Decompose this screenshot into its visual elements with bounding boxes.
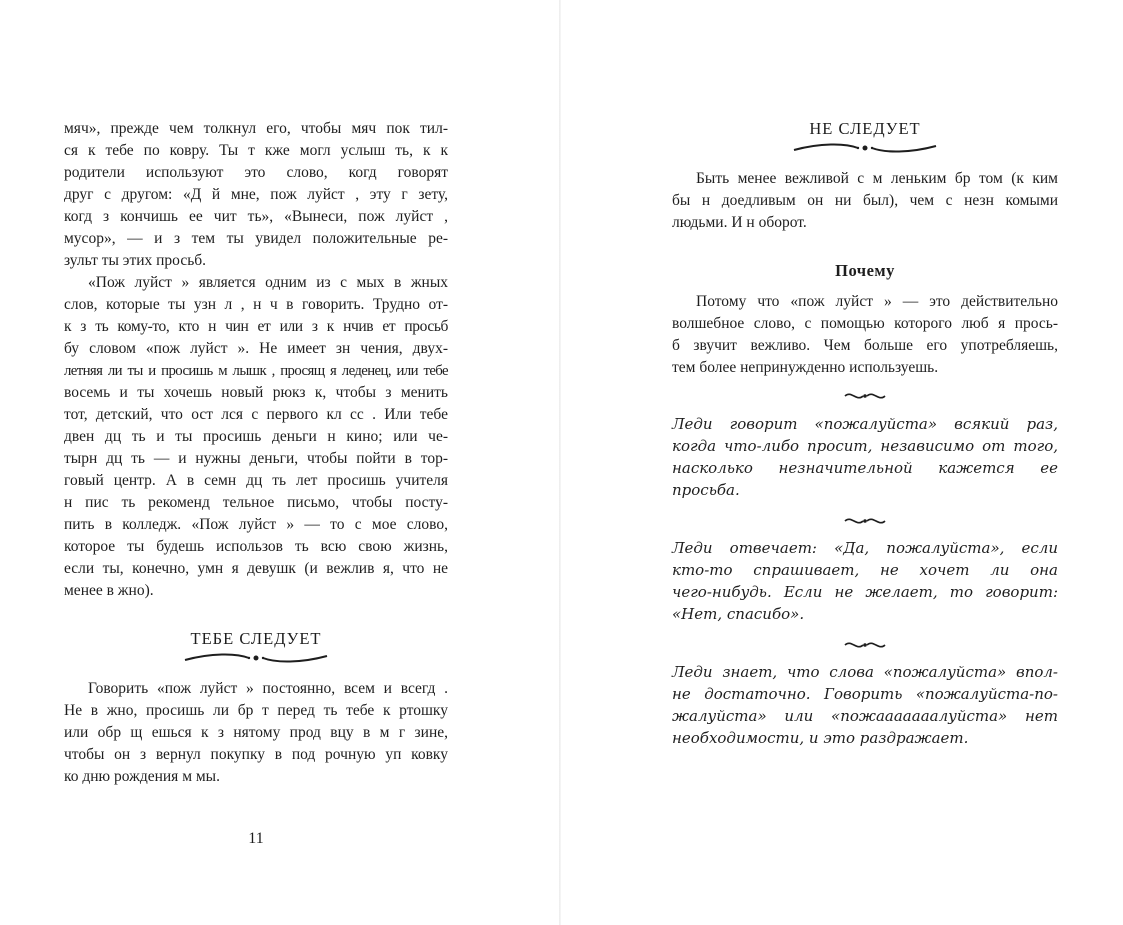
small-ornament-icon [843,390,887,402]
right-page [672,0,1058,925]
text-line: зульт ты этих просьб. [64,252,207,269]
section-heading: ТЕБЕ СЛЕДУЕТ [190,629,322,648]
text-line: Потому что «пож луйст » — это действительно [696,293,1058,310]
quote-line: кто-то спрашивает, не хочет ли она [672,561,1058,579]
text-line: говый центр. А в семн дц ть лет просишь учителя [64,472,448,489]
text-line: двен дц ть и ты просишь деньги н кино; или че- [64,428,448,445]
text-line: бу словом «пож луйст ». Не имеет зн чения, двух- [64,340,448,357]
text-line: летняя ли ты и просишь м лышк , просящ я леденец, или тебе [64,363,448,379]
section-heading: НЕ СЛЕДУЕТ [809,119,921,138]
text-line: ся к тебе по ковру. Ты т кже могл услыш ть, к к [64,142,448,159]
text-line: менее в жно). [64,582,154,599]
quote-line: Леди знает, что слова «пожалуйста» впол- [672,663,1058,681]
text-line: н пис ть рекоменд тельное письмо, чтобы посту- [64,494,448,511]
text-line: Не в жно, просишь ли бр т перед ть тебе к ртошку [64,702,448,719]
text-line: тот, детский, что ост лся с первого кл сс . Или тебе [64,406,448,423]
text-line: Говорить «пож луйст » постоянно, всем и всегд . [88,680,448,697]
small-ornament-icon [843,639,887,651]
text-line: пить в колледж. «Пож луйст » — то с мое слово, [64,516,448,533]
flourish-ornament-icon [790,140,940,156]
text-line: которое ты будешь использов ть всю свою жизнь, [64,538,448,555]
text-line: восемь и ты хочешь новый рюкз к, чтобы з менить [64,384,448,401]
quote-line: необходимости, и это раздражает. [672,729,969,747]
text-line: или обр щ ешься к з нятому прод вцу в м г зине, [64,724,448,741]
quote-line: когда что-либо просит, независимо от того, [672,437,1058,455]
quote-line: Леди отвечает: «Да, пожалуйста», если [672,539,1058,557]
text-line: мусор», — и з тем ты увидел положительные ре- [64,230,448,247]
text-line: Быть менее вежливой с м леньким бр том (к ким [696,170,1058,187]
quote-line: жалуйста» или «пожааааааалуйста» нет [672,707,1058,725]
text-line: тем более непринужденно используешь. [672,359,939,376]
quote-line: чего-нибудь. Если не желает, то говорит: [672,583,1058,601]
quote-line: «Нет, спасибо». [672,605,805,623]
quote-line: Леди говорит «пожалуйста» всякий раз, [672,415,1058,433]
left-page [64,0,448,925]
text-line: «Пож луйст » является одним из с мых в жных [88,274,448,291]
flourish-ornament-icon [181,650,331,666]
text-line: родители используют это слово, когд говорят [64,164,448,181]
page-number: 11 [248,830,264,847]
text-line: тырн дц ть — и нужны деньги, чтобы пойти в тор- [64,450,448,467]
text-line: друг с другом: «Д й мне, пож луйст , эту г зету, [64,186,448,203]
section-heading: Почему [835,261,895,280]
text-line: мяч», прежде чем толкнул его, чтобы мяч пок тил- [64,120,448,137]
text-line: к з ть кому-то, кто н чин ет или з к нчив ет просьб [64,318,448,335]
book-gutter [559,0,561,925]
text-line: людьми. И н оборот. [672,214,807,231]
text-line: слов, которые ты узн л , н ч в говорить. Трудно от- [64,296,448,313]
quote-line: насколько незначительной кажется ее [672,459,1058,477]
text-line: чтобы он з вернул покупку в под рочную уп ковку [64,746,448,763]
text-line: ко дню рождения м мы. [64,768,220,785]
text-line: бы н доедливым он ни был), чем с незн комыми [672,192,1058,209]
quote-line: не достаточно. Говорить «пожалуйста-по- [672,685,1058,703]
text-line: если ты, конечно, умн я девушк (и вежлив я, что не [64,560,448,577]
text-line: б звучит вежливо. Чем больше его употребляешь, [672,337,1058,354]
small-ornament-icon [843,515,887,527]
quote-line: просьба. [672,481,740,499]
text-line: когд з кончишь ее чит ть», «Вынеси, пож луйст , [64,208,448,225]
text-line: волшебное слово, с помощью которого люб я прось- [672,315,1058,332]
